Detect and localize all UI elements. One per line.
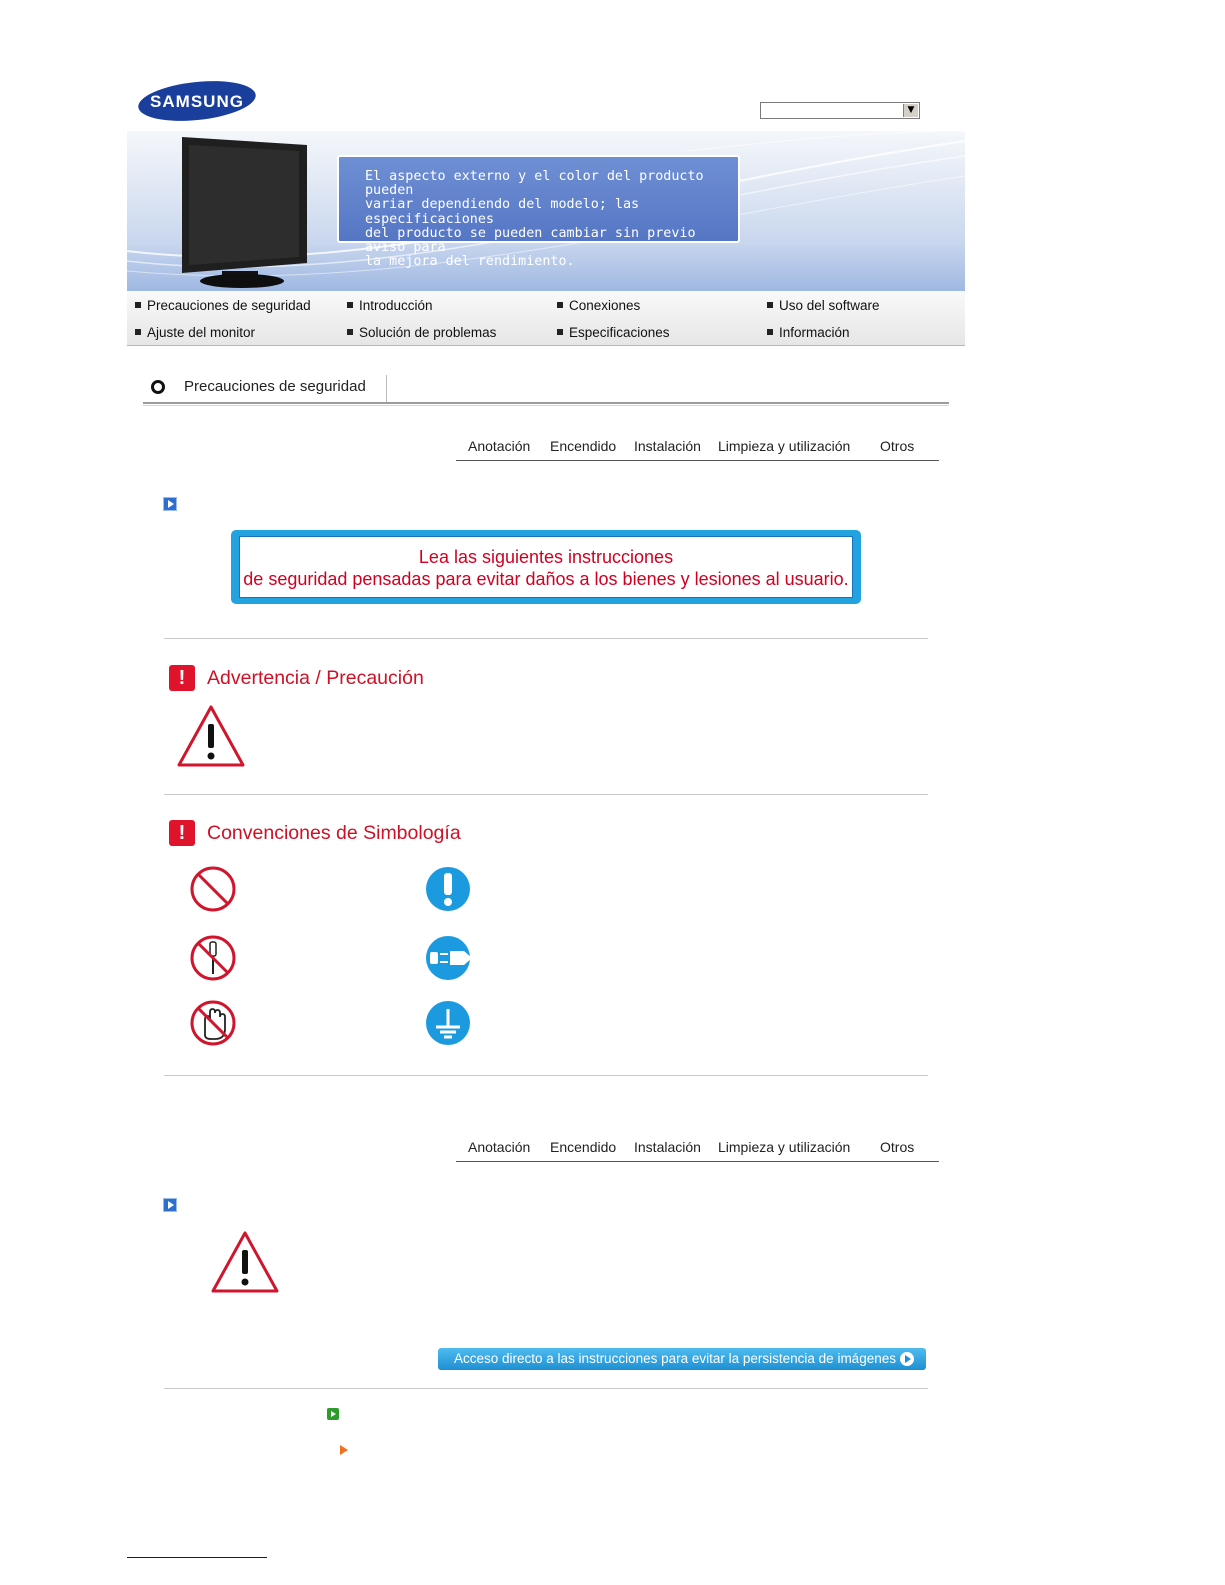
nav-item-solucion[interactable]: Solución de problemas: [347, 325, 496, 340]
footer-link-underline[interactable]: [127, 1557, 267, 1558]
banner-text: [365, 170, 735, 269]
nav-item-informacion[interactable]: Información: [767, 325, 850, 340]
warning-triangle-icon: [176, 704, 246, 768]
orange-arrow-icon: [340, 1445, 348, 1455]
play-bullet-icon: [163, 497, 177, 511]
svg-text:SAMSUNG: SAMSUNG: [150, 92, 244, 111]
notice-line-2: de seguridad pensadas para evitar daños a los bienes y lesiones al usuario.: [243, 569, 849, 589]
tab-instalacion[interactable]: Instalación: [634, 438, 701, 454]
tab-encendido[interactable]: Encendido: [550, 438, 617, 454]
tab-limpieza[interactable]: Limpieza y utilización: [718, 438, 851, 454]
main-nav: [127, 291, 965, 346]
samsung-logo[interactable]: [137, 80, 257, 122]
divider: [164, 1075, 928, 1076]
divider: [164, 638, 928, 639]
banner-line: El aspecto externo y el color del producto pueden: [365, 169, 704, 199]
section-ring-icon: [151, 380, 165, 394]
tab-instalacion[interactable]: Instalación: [634, 1139, 701, 1155]
banner-line: del producto se pueden cambiar sin previo aviso para: [365, 225, 696, 256]
nav-item-precauciones[interactable]: Precauciones de seguridad: [135, 298, 311, 313]
divider: [164, 794, 928, 795]
banner-line: variar dependiendo del modelo; las especificaciones: [365, 197, 640, 227]
warning-triangle-icon: [210, 1230, 280, 1294]
important-icon: [424, 865, 472, 913]
safety-notice: [231, 530, 861, 604]
tab-otros[interactable]: Otros: [880, 1139, 915, 1155]
tab-bar: [456, 430, 939, 461]
play-circle-icon: [900, 1352, 914, 1366]
nav-item-conexiones[interactable]: Conexiones: [557, 298, 640, 313]
ground-icon: [424, 999, 472, 1047]
language-select[interactable]: [760, 102, 920, 119]
image-retention-shortcut-button[interactable]: [438, 1348, 926, 1370]
green-bullet-icon: [327, 1408, 339, 1420]
unplug-icon: [424, 934, 474, 982]
divider: [164, 1388, 928, 1389]
divider: [143, 402, 949, 406]
banner-line: la mejora del rendimiento.: [365, 254, 575, 270]
nav-item-introduccion[interactable]: Introducción: [347, 298, 433, 313]
nav-item-especificaciones[interactable]: Especificaciones: [557, 325, 670, 340]
nav-item-ajuste[interactable]: Ajuste del monitor: [135, 325, 255, 340]
chevron-down-icon[interactable]: ▼: [903, 104, 918, 117]
tab-anotacion[interactable]: Anotación: [468, 438, 531, 454]
notice-line-1: Lea las siguientes instrucciones: [418, 547, 674, 567]
divider: [386, 375, 387, 403]
prohibited-icon: [189, 865, 237, 913]
cta-label: Acceso directo a las instrucciones para evitar la persistencia de imágenes: [454, 1351, 896, 1366]
nav-item-uso-software[interactable]: Uso del software: [767, 298, 880, 313]
tab-bar: [456, 1131, 939, 1162]
exclamation-badge-icon: !: [169, 820, 195, 846]
page-title: Precauciones de seguridad: [184, 378, 366, 395]
tab-otros[interactable]: Otros: [880, 438, 915, 454]
tab-anotacion[interactable]: Anotación: [468, 1139, 531, 1155]
warning-heading: Advertencia / Precaución: [207, 667, 424, 689]
conventions-heading: Convenciones de Simbología: [207, 822, 461, 844]
exclamation-badge-icon: !: [169, 665, 195, 691]
tab-encendido[interactable]: Encendido: [550, 1139, 617, 1155]
play-bullet-icon: [163, 1198, 177, 1212]
do-not-disassemble-icon: [189, 934, 237, 982]
do-not-touch-icon: [189, 999, 237, 1047]
tab-limpieza[interactable]: Limpieza y utilización: [718, 1139, 851, 1155]
